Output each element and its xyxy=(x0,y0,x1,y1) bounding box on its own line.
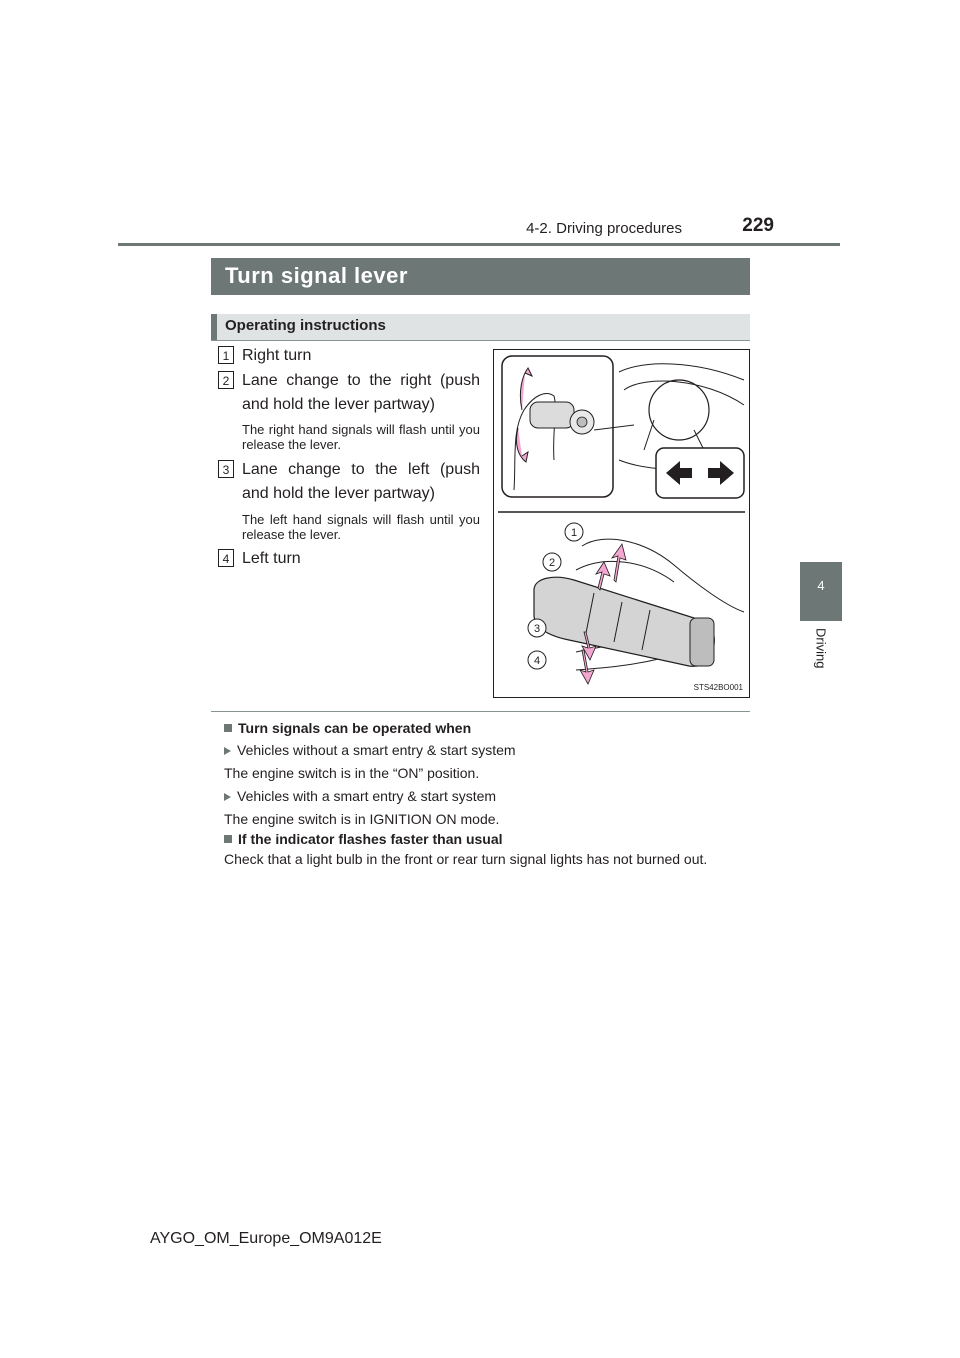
page-title: Turn signal lever xyxy=(225,263,408,288)
subheading-bar xyxy=(211,314,750,340)
section-title: 4-2. Driving procedures xyxy=(526,220,682,237)
dashboard-line xyxy=(619,364,744,380)
info-text: The engine switch is in the “ON” position. xyxy=(224,765,480,781)
document-code: AYGO_OM_Europe_OM9A012E xyxy=(150,1230,382,1247)
square-bullet-icon xyxy=(224,724,232,732)
turn-signal-lever-drawing xyxy=(494,350,749,697)
lever-ghost-2 xyxy=(576,561,674,582)
square-bullet-icon xyxy=(224,835,232,843)
item-text: Left turn xyxy=(242,550,301,567)
section-rule xyxy=(211,711,750,712)
info-block-1 xyxy=(224,719,746,828)
info-bullet: Vehicles without a smart entry & start system xyxy=(224,741,746,759)
info-text: Check that a light bulb in the front or rear turn signal lights has not burned out. xyxy=(224,851,708,867)
info-block-2 xyxy=(224,830,746,868)
subheading-rule xyxy=(211,340,750,341)
triangle-bullet-icon xyxy=(224,747,231,755)
page-number: 229 xyxy=(742,215,774,236)
arrow-2-icon xyxy=(596,562,610,590)
subheading: Operating instructions xyxy=(225,317,386,334)
item-note: The right hand signals will flash until you release the lever. xyxy=(242,422,480,452)
turn-signal-illustration xyxy=(493,349,750,698)
lever-base xyxy=(690,618,714,666)
callout-1 xyxy=(565,523,583,541)
header-rule xyxy=(118,243,840,246)
item-number-badge: 1 xyxy=(218,346,234,364)
chapter-number: 4 xyxy=(817,578,825,593)
svg-text:4: 4 xyxy=(533,655,541,667)
subheading-accent xyxy=(211,314,217,340)
svg-text:2: 2 xyxy=(548,557,556,569)
chapter-label-text: Driving xyxy=(813,628,829,669)
callout-2 xyxy=(543,553,561,571)
svg-text:1: 1 xyxy=(570,527,578,539)
page-title-bar xyxy=(211,258,750,295)
item-text: Lane change to the left (push and hold the lever partway) xyxy=(242,461,480,502)
item-number-badge: 2 xyxy=(218,371,234,389)
chapter-tab xyxy=(800,562,842,621)
info-text: The engine switch is in IGNITION ON mode. xyxy=(224,811,500,827)
turn-signal-lever xyxy=(534,577,714,666)
inset-lever xyxy=(530,402,574,428)
item-text: Right turn xyxy=(242,347,312,364)
item-note: The left hand signals will flash until you release the lever. xyxy=(242,512,480,542)
steering-wheel xyxy=(649,380,709,440)
svg-text:3: 3 xyxy=(533,623,541,635)
callout-3 xyxy=(528,619,546,637)
info-heading: If the indicator flashes faster than usual xyxy=(224,830,746,848)
info-heading: Turn signals can be operated when xyxy=(224,719,746,737)
item-number-badge: 4 xyxy=(218,549,234,567)
figure-code: STS42BO001 xyxy=(693,683,743,692)
arrow-1-icon xyxy=(612,544,626,582)
chapter-label xyxy=(800,628,842,688)
item-number-badge: 3 xyxy=(218,460,234,478)
info-bullet: Vehicles with a smart entry & start system xyxy=(224,787,746,805)
callout-4 xyxy=(528,651,546,669)
triangle-bullet-icon xyxy=(224,793,231,801)
item-text: Lane change to the right (push and hold the lever partway) xyxy=(242,372,480,413)
